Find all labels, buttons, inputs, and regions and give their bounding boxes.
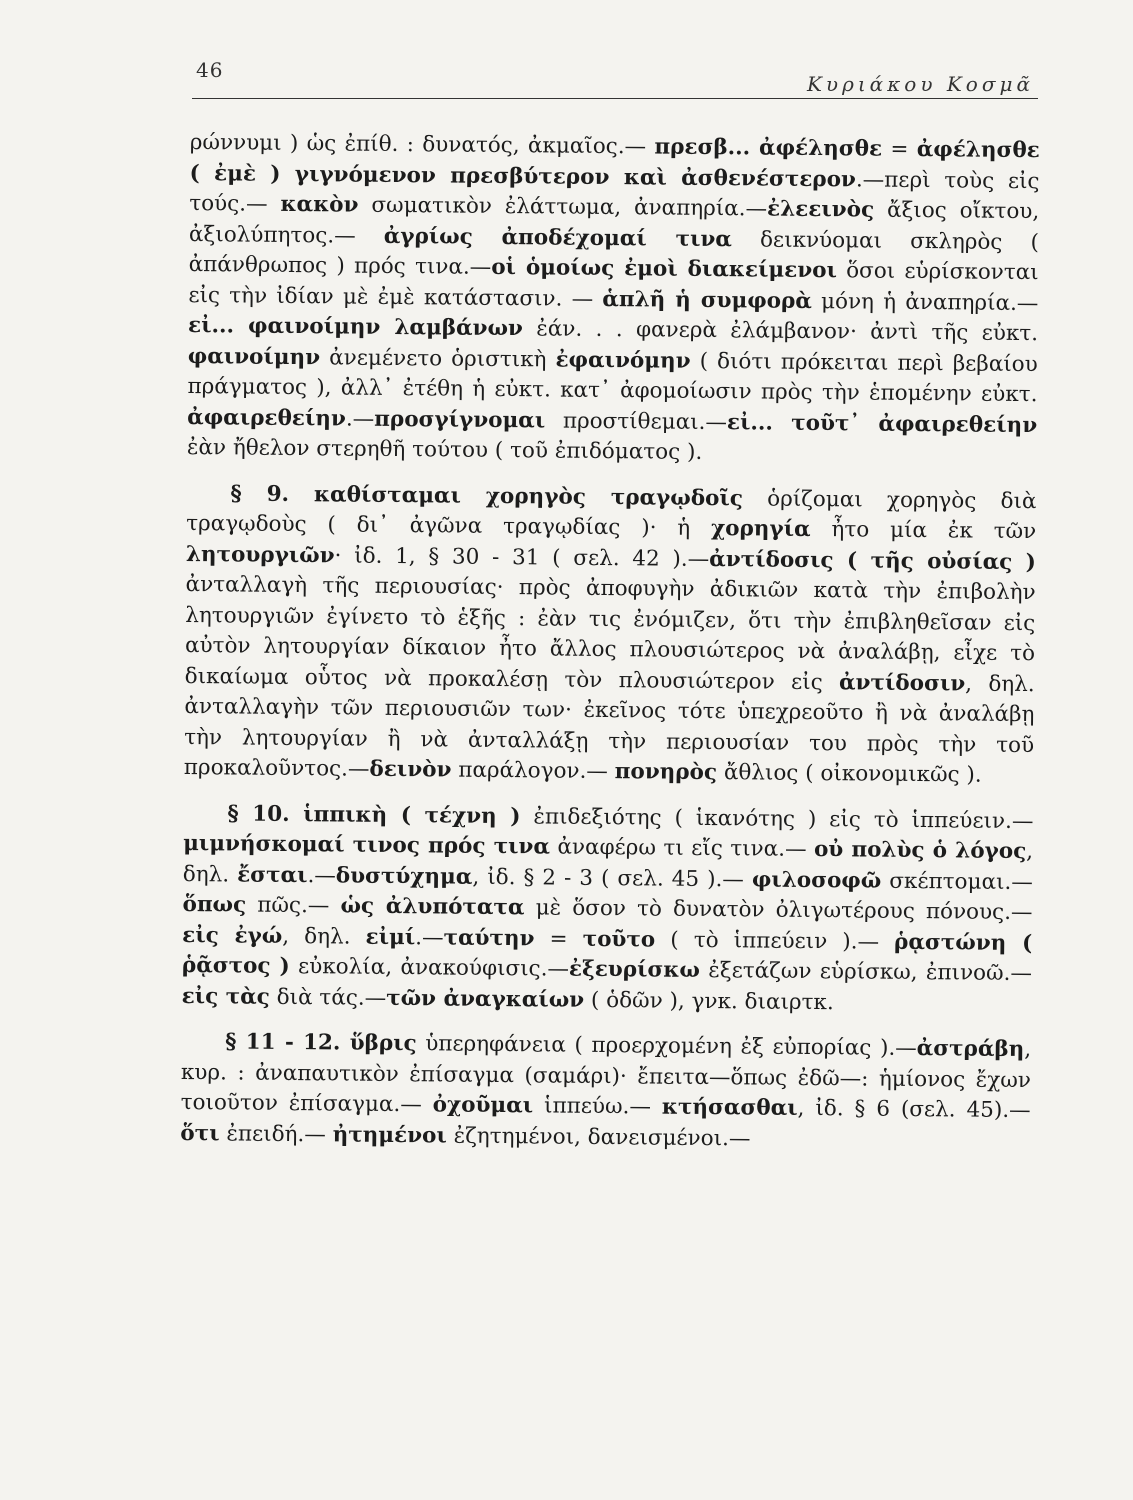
gloss-text: , δηλ.	[182, 839, 1034, 887]
gloss-text: =	[882, 136, 917, 162]
lemma-text: ἐφαινόμην	[555, 347, 691, 374]
lemma-text: μιμνήσκομαί τινος πρός τινα	[183, 830, 551, 860]
paragraph-section-10	[182, 798, 1034, 1020]
gloss-text: ἦτο μία ἐκ τῶν	[810, 516, 1037, 545]
lemma-text: φαινοίμην	[187, 343, 321, 370]
gloss-text: ἄθλιος ( οἰκονομικῶς ).	[716, 760, 982, 788]
lemma-text: ῥᾳστώνη ( ῥᾷστος )	[181, 929, 1033, 979]
gloss-text: ἐὰν ἤθελον στερηθῆ τούτου ( τοῦ ἐπιδόματος ).	[186, 434, 703, 465]
paragraph-section-9	[184, 478, 1037, 791]
gloss-text: , δηλ. ἀνταλλαγὴν τῶν περιουσιῶν των· ἐκεῖνος τότε ὑπεχρεοῦτο ἢ νὰ ἀναλάβῃ τὴν λητουργίαν ἢ νὰ ἀνταλλάξῃ τὴν περιουσίαν του πρὸς τὴν τοῦ προκαλοῦντος.—	[183, 670, 1035, 782]
lemma-text: ἐλεεινὸς	[766, 196, 875, 223]
lemma-text: κτήσασθαι	[661, 1094, 798, 1121]
gloss-text: εὐκολία, ἀνακούφισις.—	[289, 953, 570, 982]
page-header	[192, 58, 1038, 99]
gloss-text: .—περὶ τοὺς εἰς τούς.—	[189, 166, 1040, 217]
paragraph	[187, 128, 1040, 472]
gloss-text: .—	[345, 406, 375, 432]
gloss-text: σωματικὸν ἐλάττωμα, ἀναπηρία.—	[358, 192, 768, 222]
gloss-text: ρώννυμι ) ὡς ἐπίθ. : δυνατός, ἀκμαῖος.—	[189, 129, 655, 160]
gloss-text: ἀνεμένετο ὁριστικὴ	[320, 344, 556, 373]
lemma-text: δεινὸν	[369, 756, 452, 783]
gloss-text: παράλογον.—	[451, 757, 615, 785]
paragraph-section-11-12	[180, 1027, 1031, 1157]
lemma-text: ἠτημένοι	[332, 1121, 447, 1149]
gloss-text: ἀναφέρω τι εἴς τινα.—	[549, 834, 815, 863]
gloss-text: ( ὁδῶν ), γνκ. διαιρτκ.	[584, 987, 834, 1015]
lemma-text: ἀντίδοσιν	[838, 669, 966, 696]
gloss-text: πῶς.—	[246, 892, 341, 919]
lemma-text: χορηγία	[710, 516, 811, 542]
gloss-text: ἐάν. . . φανερὰ ἐλάμβανον· ἀντὶ τῆς εὐκτ.	[522, 316, 1039, 347]
lemma-text: ταύτην	[443, 924, 535, 951]
lemma-text: ἔσται	[237, 861, 308, 888]
gloss-text: ἐζητημένοι, δανεισμένοι.—	[446, 1123, 751, 1151]
lemma-text: § 9. καθίσταμαι χορηγὸς τραγῳδοῖς	[230, 480, 744, 511]
lemma-text: κακὸν	[280, 191, 359, 218]
lemma-text: εἰ... τοῦτ᾽ ἀφαιρεθείην	[726, 409, 1038, 438]
running-head: Κυριάκου Κοσμᾶ	[806, 72, 1034, 96]
lemma-text: δυστύχημα	[335, 862, 473, 890]
gloss-text: .—	[307, 862, 336, 888]
gloss-text: ( τὸ ἱππεύειν ).—	[655, 927, 895, 955]
gloss-text: , ἰδ. § 2 - 3 ( σελ. 45 ).—	[472, 864, 753, 892]
lemma-text: ἀφέλησθε ( ἐμὲ ) γιγνόμενον πρεσβύτερον καὶ ἀσθενέστερον	[189, 136, 1040, 192]
lemma-text: οἱ ὁμοίως ἐμοὶ διακείμενοι	[491, 254, 838, 284]
lemma-text: ἐξευρίσκω	[568, 956, 701, 983]
gloss-text: ὑπερηφάνεια ( προερχομένη ἐξ εὐπορίας ).—	[416, 1031, 917, 1062]
lemma-text: οὐ πολὺς ὁ λόγος	[813, 837, 1027, 865]
gloss-text: , ἰδ. § 6 (σελ. 45).—	[797, 1095, 1031, 1124]
lemma-text: ὅπως	[182, 891, 247, 918]
gloss-text: ἀνταλλαγὴ τῆς περιουσίας· πρὸς ἀποφυγὴν ἀδικιῶν κατὰ τὴν ἐπιβολὴν λητουργιῶν ἐγίνετο τὸ ἑξῆς : ἐὰν τις ἐνόμιζεν, ὅτι τὴν ἐπιβληθεῖσαν εἰς αὐτὸν λητουργίαν δίκαιον ἦτο ἄλλος πλουσιώτερος νὰ ἀναλάβῃ, εἶχε τὸ δικαίωμα οὗτος νὰ προκαλέσῃ τὸν πλουσιώτερον εἰς	[184, 571, 1036, 695]
gloss-text: .—	[415, 924, 444, 950]
lemma-text: πονηρὸς	[614, 759, 718, 786]
lemma-text: προσγίγνομαι	[374, 406, 546, 433]
page-number: 46	[196, 58, 224, 82]
lemma-text: ἀντίδοσις ( τῆς οὐσίας )	[709, 546, 1037, 575]
lemma-text: τῶν ἀναγκαίων	[386, 985, 585, 1013]
gloss-text: =	[534, 925, 583, 952]
gloss-text: μόνη ἡ ἀναπηρία.—	[811, 288, 1039, 316]
lemma-text: εἰμί	[365, 924, 416, 950]
lemma-text: ἀφαιρεθείην	[187, 404, 347, 432]
gloss-text: · ἰδ. 1, § 30 - 31 ( σελ. 42 ).—	[334, 542, 710, 572]
lemma-text: § 10. ἱππικὴ ( τέχνη )	[227, 800, 521, 829]
gloss-text: δεικνύομαι σκληρὸς ( ἀπάνθρωπος ) πρός τινα.—	[188, 226, 1040, 280]
gloss-text: μὲ ὅσον τὸ δυνατὸν ὀλιγωτέρους πόνους.—	[524, 895, 1033, 926]
lemma-text: ὅτι	[180, 1120, 220, 1146]
commentary-text	[180, 128, 1040, 1157]
gloss-text: διὰ τάς.—	[269, 984, 387, 1011]
gloss-text: προστίθεμαι.—	[545, 407, 728, 435]
gloss-text: , κυρ. : ἀναπαυτικὸν ἐπίσαγμα (σαμάρι)· ἔπειτα—ὅπως ἐδῶ—: ἡμίονος ἔχων τοιοῦτον ἐπίσαγμα.—	[180, 1037, 1032, 1118]
gloss-text: ὁρίζομαι χορηγὸς διὰ τραγῳδοὺς ( δι᾽ ἀγῶνα τραγῳδίας )· ἡ	[186, 485, 1037, 542]
lemma-text: ἁπλῆ ἡ συμφορὰ	[602, 286, 813, 314]
gloss-text: ἐπειδή.—	[219, 1120, 333, 1147]
gloss-text: ( διότι πρόκειται περὶ βεβαίου πράγματος ), ἀλλ᾽ ἐτέθη ἡ εὐκτ. κατ᾽ ἀφομοίωσιν πρὸς τὴν ἑπομένην εὐκτ.	[187, 348, 1038, 408]
gloss-text: ἱππεύω.—	[533, 1093, 662, 1120]
lemma-text: εἰ... φαινοίμην λαμβάνων	[187, 312, 524, 342]
gloss-text: ὅσοι εὑρίσκονται εἰς τὴν ἰδίαν μὲ ἐμὲ κατάστασιν. —	[188, 258, 1039, 312]
lemma-text: εἰς ἐγώ	[182, 922, 283, 949]
lemma-text: φιλοσοφῶ	[751, 866, 882, 894]
lemma-text: ἀγρίως ἀποδέχομαί τινα	[383, 223, 733, 252]
lemma-text: ὀχοῦμαι	[432, 1092, 534, 1119]
lemma-text: § 11 - 12. ὕβρις	[225, 1029, 417, 1057]
gloss-text: σκέπτομαι.—	[881, 868, 1033, 895]
lemma-text: ὡς ἀλυπότατα	[340, 893, 525, 921]
lemma-text: πρεσβ... ἀφέλησθε	[654, 134, 883, 162]
lemma-text: τοῦτο	[582, 926, 656, 953]
lemma-text: λητουργιῶν	[185, 541, 335, 568]
lemma-text: εἰς τὰς	[181, 983, 270, 1010]
gloss-text: , δηλ.	[282, 923, 366, 950]
gloss-text: ἐξετάζων εὑρίσκω, ἐπινοῶ.—	[699, 957, 1033, 987]
gloss-text: ἐπιδεξιότης ( ἱκανότης ) εἰς τὸ ἱππεύειν.—	[520, 803, 1034, 834]
lemma-text: ἀστράβη	[916, 1036, 1025, 1063]
gloss-text: ἄξιος οἴκτου, ἀξιολύπητος.—	[188, 197, 1040, 249]
